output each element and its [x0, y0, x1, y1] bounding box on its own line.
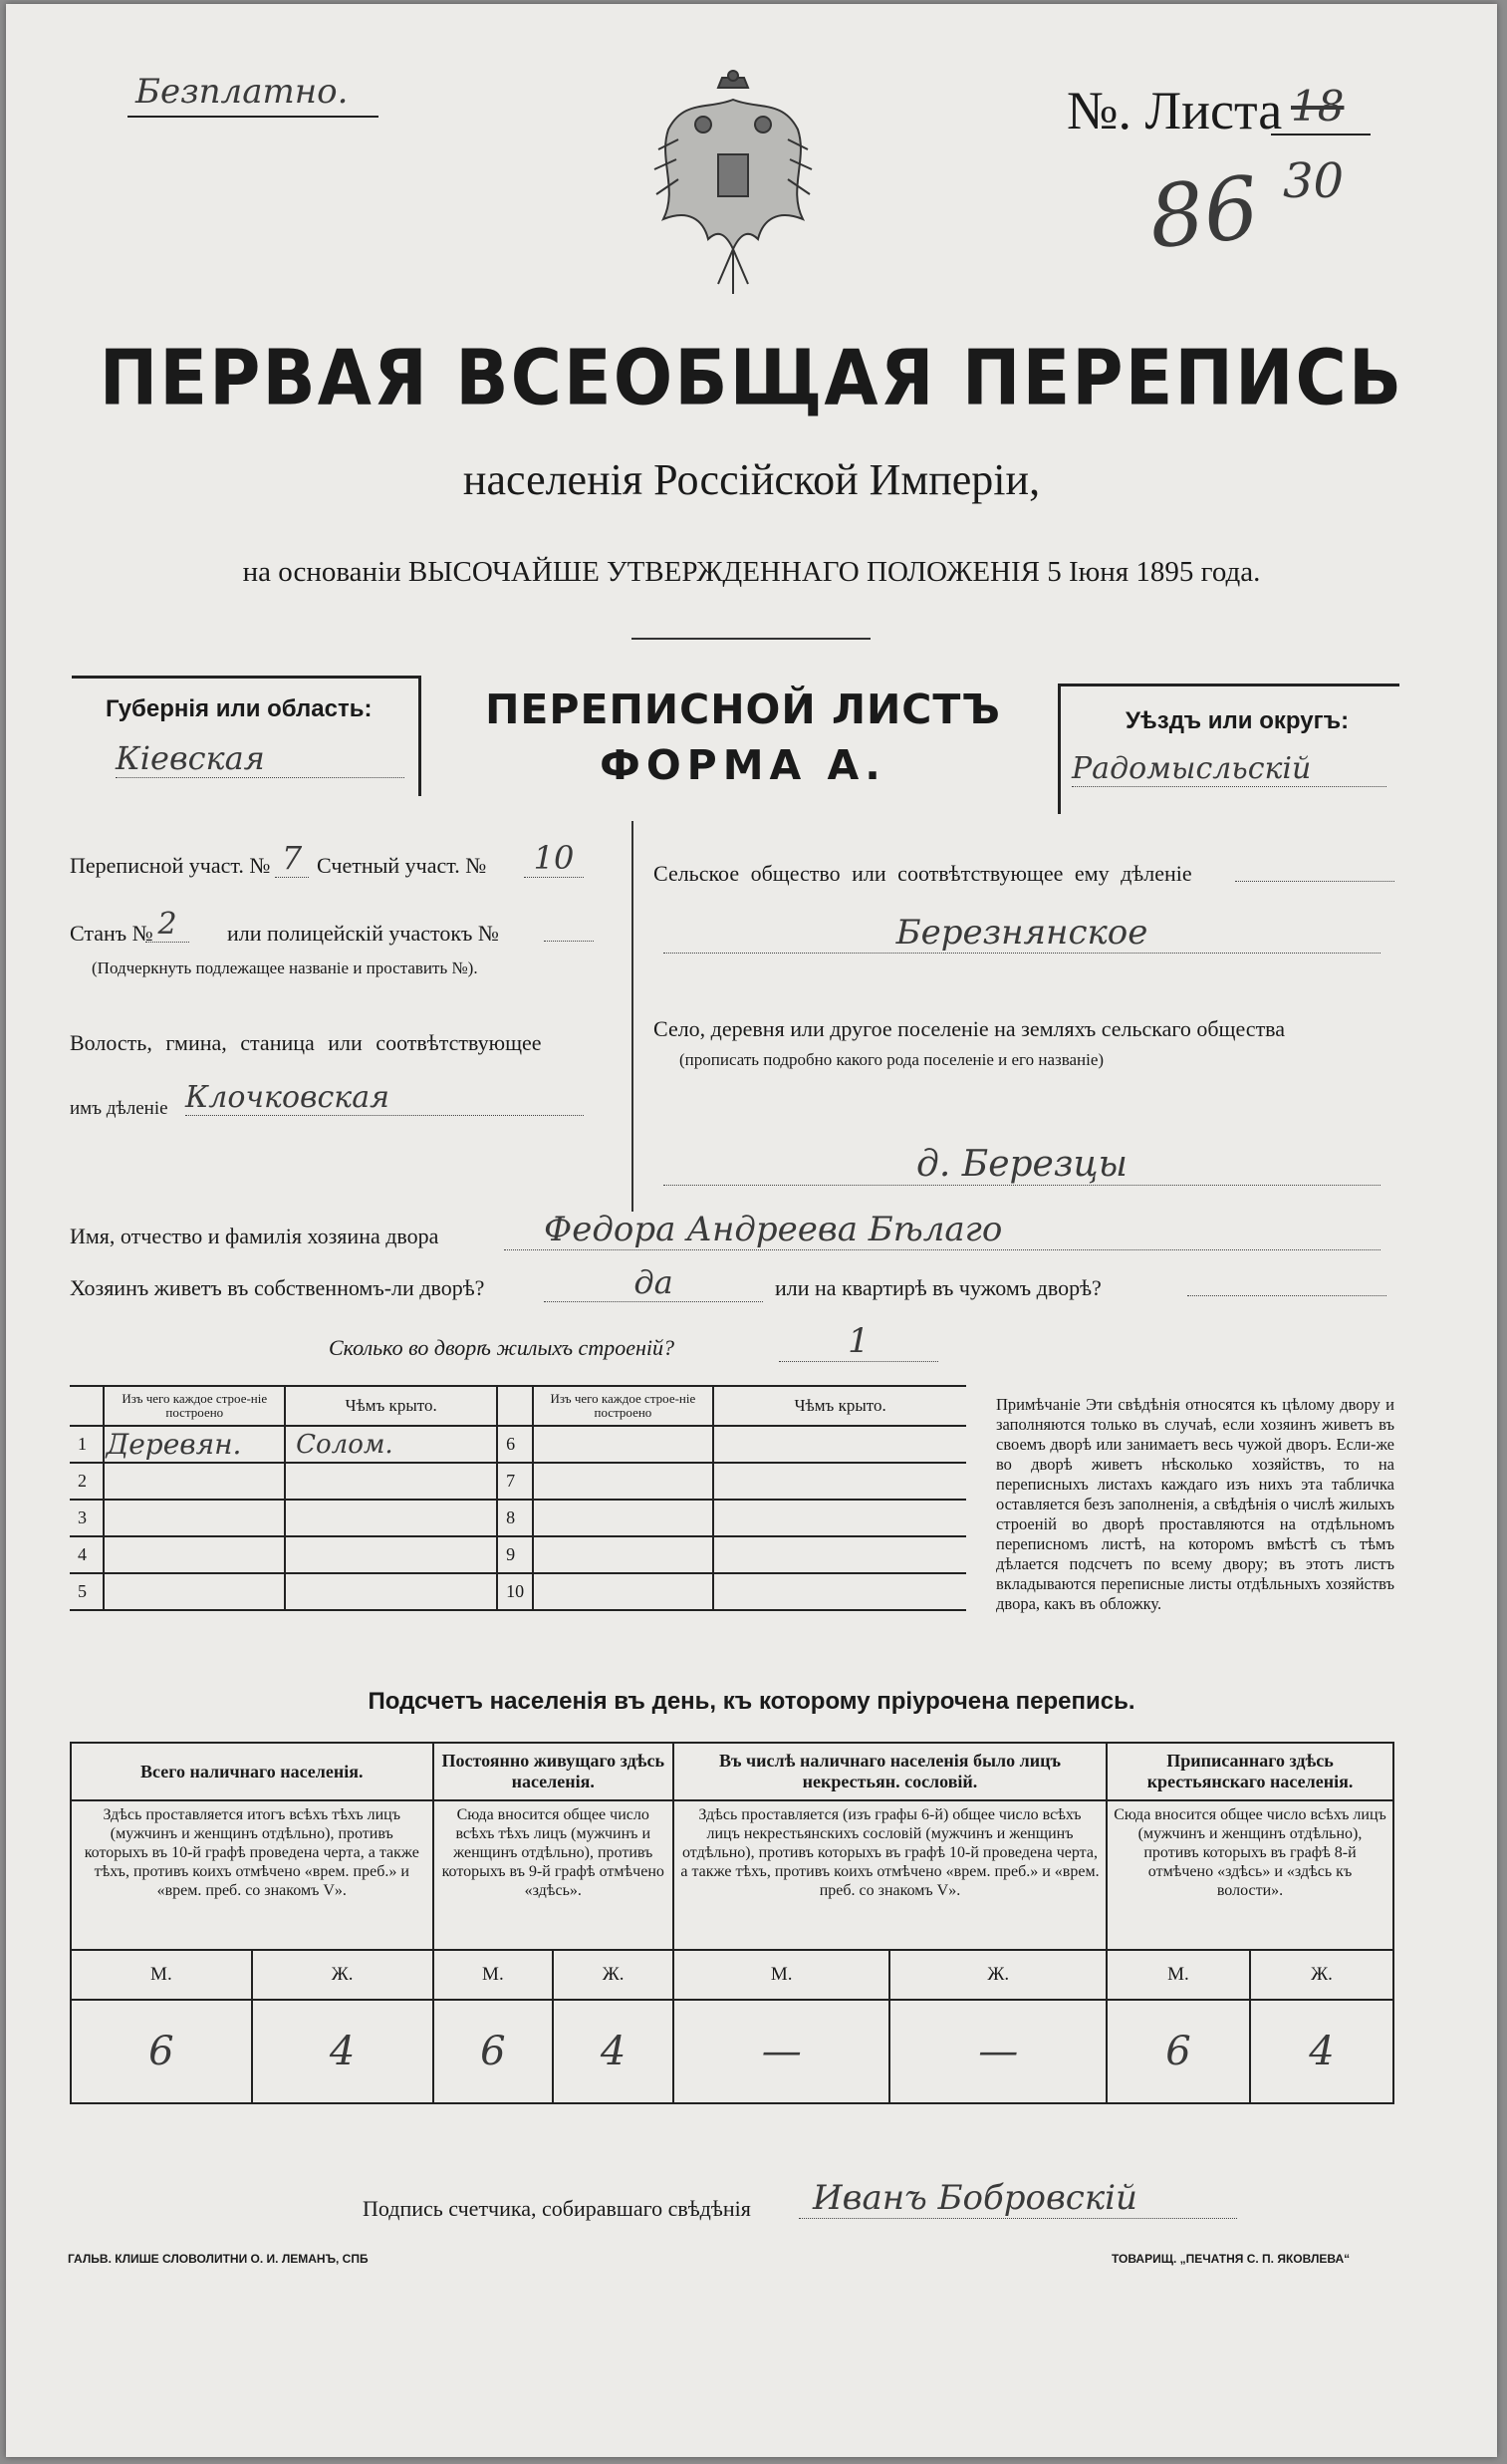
population-table — [70, 1742, 1394, 2104]
col-2-female-count: 4 — [553, 2000, 673, 2103]
free-underline — [127, 116, 378, 118]
col-1-female-count: 4 — [252, 2000, 433, 2103]
buildings-col-material-2: Изъ чего каждое строе-ніе построено — [533, 1386, 714, 1426]
female-label: Ж. — [553, 1950, 673, 2000]
buildings-table — [70, 1385, 966, 1611]
buildings-count-value: 1 — [779, 1321, 938, 1362]
volost-label-2: имъ дѣленіе — [70, 1098, 168, 1119]
buildings-note: Примѣчаніе Эти свѣдѣнія относятся къ цѣлому двору и заполняются только въ случаѣ, если хозяинъ живетъ въ своемъ дворѣ или занимаетъ весь чужой дворъ. Если-же во дворѣ живетъ нѣсколько хозяйствъ, то на переписныхъ листахъ каждаго изъ нихъ эта табличка оставляется безъ заполненія, а свѣдѣнія о числѣ жилыхъ строеній во дворѣ проставляются на отдѣльномъ переписномъ листѣ, на которомъ вмѣстѣ съ тѣмъ дѣлается подсчетъ по всему двору; въ этотъ листъ вкладываются переписные листы отдѣльныхъ хозяйствъ двора, какъ въ обложку. — [996, 1395, 1394, 1613]
sheet-number-struck: 18 — [1291, 82, 1345, 131]
census-subtitle: населенія Россійской Имперіи, — [462, 455, 1041, 504]
population-col-2-desc: Сюда вносится общее число всѣхъ тѣхъ лицъ (мужчинъ и женщинъ отдѣльно), противъ которыхъ въ 9-й графѣ отмѣчено «здѣсь». — [433, 1800, 673, 1950]
col-4-male-count: 6 — [1107, 2000, 1250, 2103]
buildings-count-label: Сколько во дворѣ жилыхъ строеній? — [329, 1335, 674, 1360]
census-title: ПЕРВАЯ ВСЕОБЩАЯ ПЕРЕПИСЬ — [99, 332, 1404, 423]
owner-name-label: Имя, отчество и фамилія хозяина двора — [70, 1224, 439, 1248]
form-name: ФОРМА А. — [600, 741, 886, 789]
table-row: 2 7 — [70, 1463, 966, 1500]
census-basis: на основаніи ВЫСОЧАЙШЕ УТВЕРЖДЕННАГО ПОЛОЖЕНІЯ 5 Іюня 1895 года. — [242, 556, 1261, 588]
village-label: Село, деревня или другое поселеніе на земляхъ сельскаго общества — [653, 1016, 1286, 1041]
society-label: Сельское общество или соотвѣтствующее ему дѣленіе — [653, 861, 1192, 886]
gubernia-value: Кіевская — [116, 739, 404, 778]
female-label: Ж. — [889, 1950, 1107, 2000]
col-4-female-count: 4 — [1250, 2000, 1393, 2103]
table-row: 4 9 — [70, 1536, 966, 1573]
col-1-male-count: 6 — [71, 2000, 252, 2103]
schet-value: 10 — [524, 839, 584, 878]
population-col-4-desc: Сюда вносится общее число всѣхъ лицъ (мужчинъ и женщинъ отдѣльно), противъ которыхъ въ графѣ 8-й отмѣчено «здѣсь» и «здѣсь къ волости». — [1107, 1800, 1393, 1950]
village-note: (прописать подробно какого рода поселеніе и его названіе) — [679, 1050, 1105, 1069]
society-value: Березнянское — [663, 913, 1381, 954]
population-col-4-title: Приписаннаго здѣсь крестьянскаго населенія. — [1107, 1743, 1393, 1800]
sheet-number-handwritten: 86 — [1144, 157, 1264, 269]
male-label: М. — [71, 1950, 252, 2000]
population-col-1-desc: Здѣсь проставляется итогъ всѣхъ тѣхъ лицъ (мужчинъ и женщинъ отдѣльно), противъ которыхъ въ 10-й графѣ проведена черта, а также тѣхъ, противъ коихъ отмѣчено «врем. преб.» и «врем. преб. со знакомъ V». — [71, 1800, 433, 1950]
stan-value: 2 — [145, 907, 189, 943]
uchast-label: Переписной участ. № — [70, 853, 271, 878]
imperial-eagle-emblem — [648, 70, 818, 309]
buildings-col-material: Изъ чего каждое строе-ніе построено — [104, 1386, 285, 1426]
male-label: М. — [1107, 1950, 1250, 2000]
volost-value: Клочковская — [185, 1080, 584, 1116]
uchast-value: 7 — [275, 839, 309, 878]
stan-label: Станъ № — [70, 921, 153, 946]
owner-name-value: Федора Андреева Бѣлаго — [504, 1210, 1381, 1250]
buildings-col-roof-2: Чѣмъ крыто. — [713, 1386, 966, 1426]
building-1-material: Деревян. — [104, 1426, 285, 1463]
ornament-divider — [631, 638, 871, 640]
table-row: 3 8 — [70, 1500, 966, 1536]
col-3-female-count: — — [889, 2000, 1107, 2103]
signature-label: Подпись счетчика, собиравшаго свѣдѣнія — [363, 2196, 751, 2221]
male-label: М. — [673, 1950, 890, 2000]
volost-label: Волость, гмина, станица или соотвѣтствующее — [70, 1030, 542, 1055]
schet-label: Счетный участ. № — [317, 853, 487, 878]
stan-note: (Подчеркнуть подлежащее названіе и проставить №). — [92, 958, 478, 977]
society-line — [1235, 881, 1394, 882]
population-col-1-title: Всего наличнаго населенія. — [71, 1743, 433, 1800]
census-sheet — [6, 4, 1497, 2457]
col-2-male-count: 6 — [433, 2000, 554, 2103]
police-value-line — [544, 941, 594, 942]
population-col-2-title: Постоянно живущаго здѣсь населенія. — [433, 1743, 673, 1800]
signature-value: Иванъ Бобровскій — [799, 2178, 1237, 2219]
sheet-number-handwritten-2: 30 — [1283, 153, 1345, 209]
col-3-male-count: — — [673, 2000, 890, 2103]
building-1-roof: Солом. — [285, 1426, 497, 1463]
table-row: 1 Деревян. Солом. 6 — [70, 1426, 966, 1463]
free-label: Безплатно. — [135, 72, 349, 112]
female-label: Ж. — [252, 1950, 433, 2000]
population-col-3-desc: Здѣсь проставляется (изъ графы 6-й) общее число всѣхъ лицъ некрестьянскихъ сословій (мужчинъ и женщинъ отдѣльно), противъ которыхъ въ графѣ 10-й проведена черта, а также тѣхъ, противъ коихъ отмѣчено «врем. преб.» и «врем. преб. со знакомъ V». — [673, 1800, 1107, 1950]
village-value: д. Березцы — [663, 1144, 1381, 1186]
uezd-value: Радомысльскій — [1072, 751, 1386, 787]
male-label: М. — [433, 1950, 554, 2000]
uezd-label: Уѣздъ или округъ: — [1126, 707, 1350, 734]
footer-printer-left: ГАЛЬВ. КЛИШЕ СЛОВОЛИТНИ О. И. ЛЕМАНЪ, СПБ — [68, 2252, 369, 2266]
sheet-title: ПЕРЕПИСНОЙ ЛИСТЪ — [485, 685, 1001, 733]
buildings-col-roof: Чѣмъ крыто. — [285, 1386, 497, 1426]
owner-lives-value: да — [544, 1263, 763, 1302]
female-label: Ж. — [1250, 1950, 1393, 2000]
table-row: 5 10 — [70, 1573, 966, 1610]
owner-rent-label: или на квартирѣ въ чужомъ дворѣ? — [775, 1275, 1102, 1300]
population-col-3-title: Въ числѣ наличнаго населенія было лицъ некрестьян. сословій. — [673, 1743, 1107, 1800]
footer-printer-right: ТОВАРИЩ. „ПЕЧАТНЯ С. П. ЯКОВЛЕВА“ — [1112, 2252, 1351, 2266]
sheet-number-underline — [1271, 134, 1371, 136]
gubernia-label: Губернія или область: — [106, 695, 373, 722]
sheet-number-label: №. Листа — [1067, 81, 1283, 140]
police-label: или полицейскій участокъ № — [227, 921, 499, 946]
section-divider — [631, 821, 633, 1212]
population-heading: Подсчетъ населенія въ день, къ которому пріурочена перепись. — [368, 1688, 1135, 1715]
uezd-box — [1058, 684, 1399, 814]
owner-rent-line — [1187, 1295, 1386, 1296]
owner-lives-label: Хозяинъ живетъ въ собственномъ-ли дворѣ? — [70, 1275, 485, 1300]
